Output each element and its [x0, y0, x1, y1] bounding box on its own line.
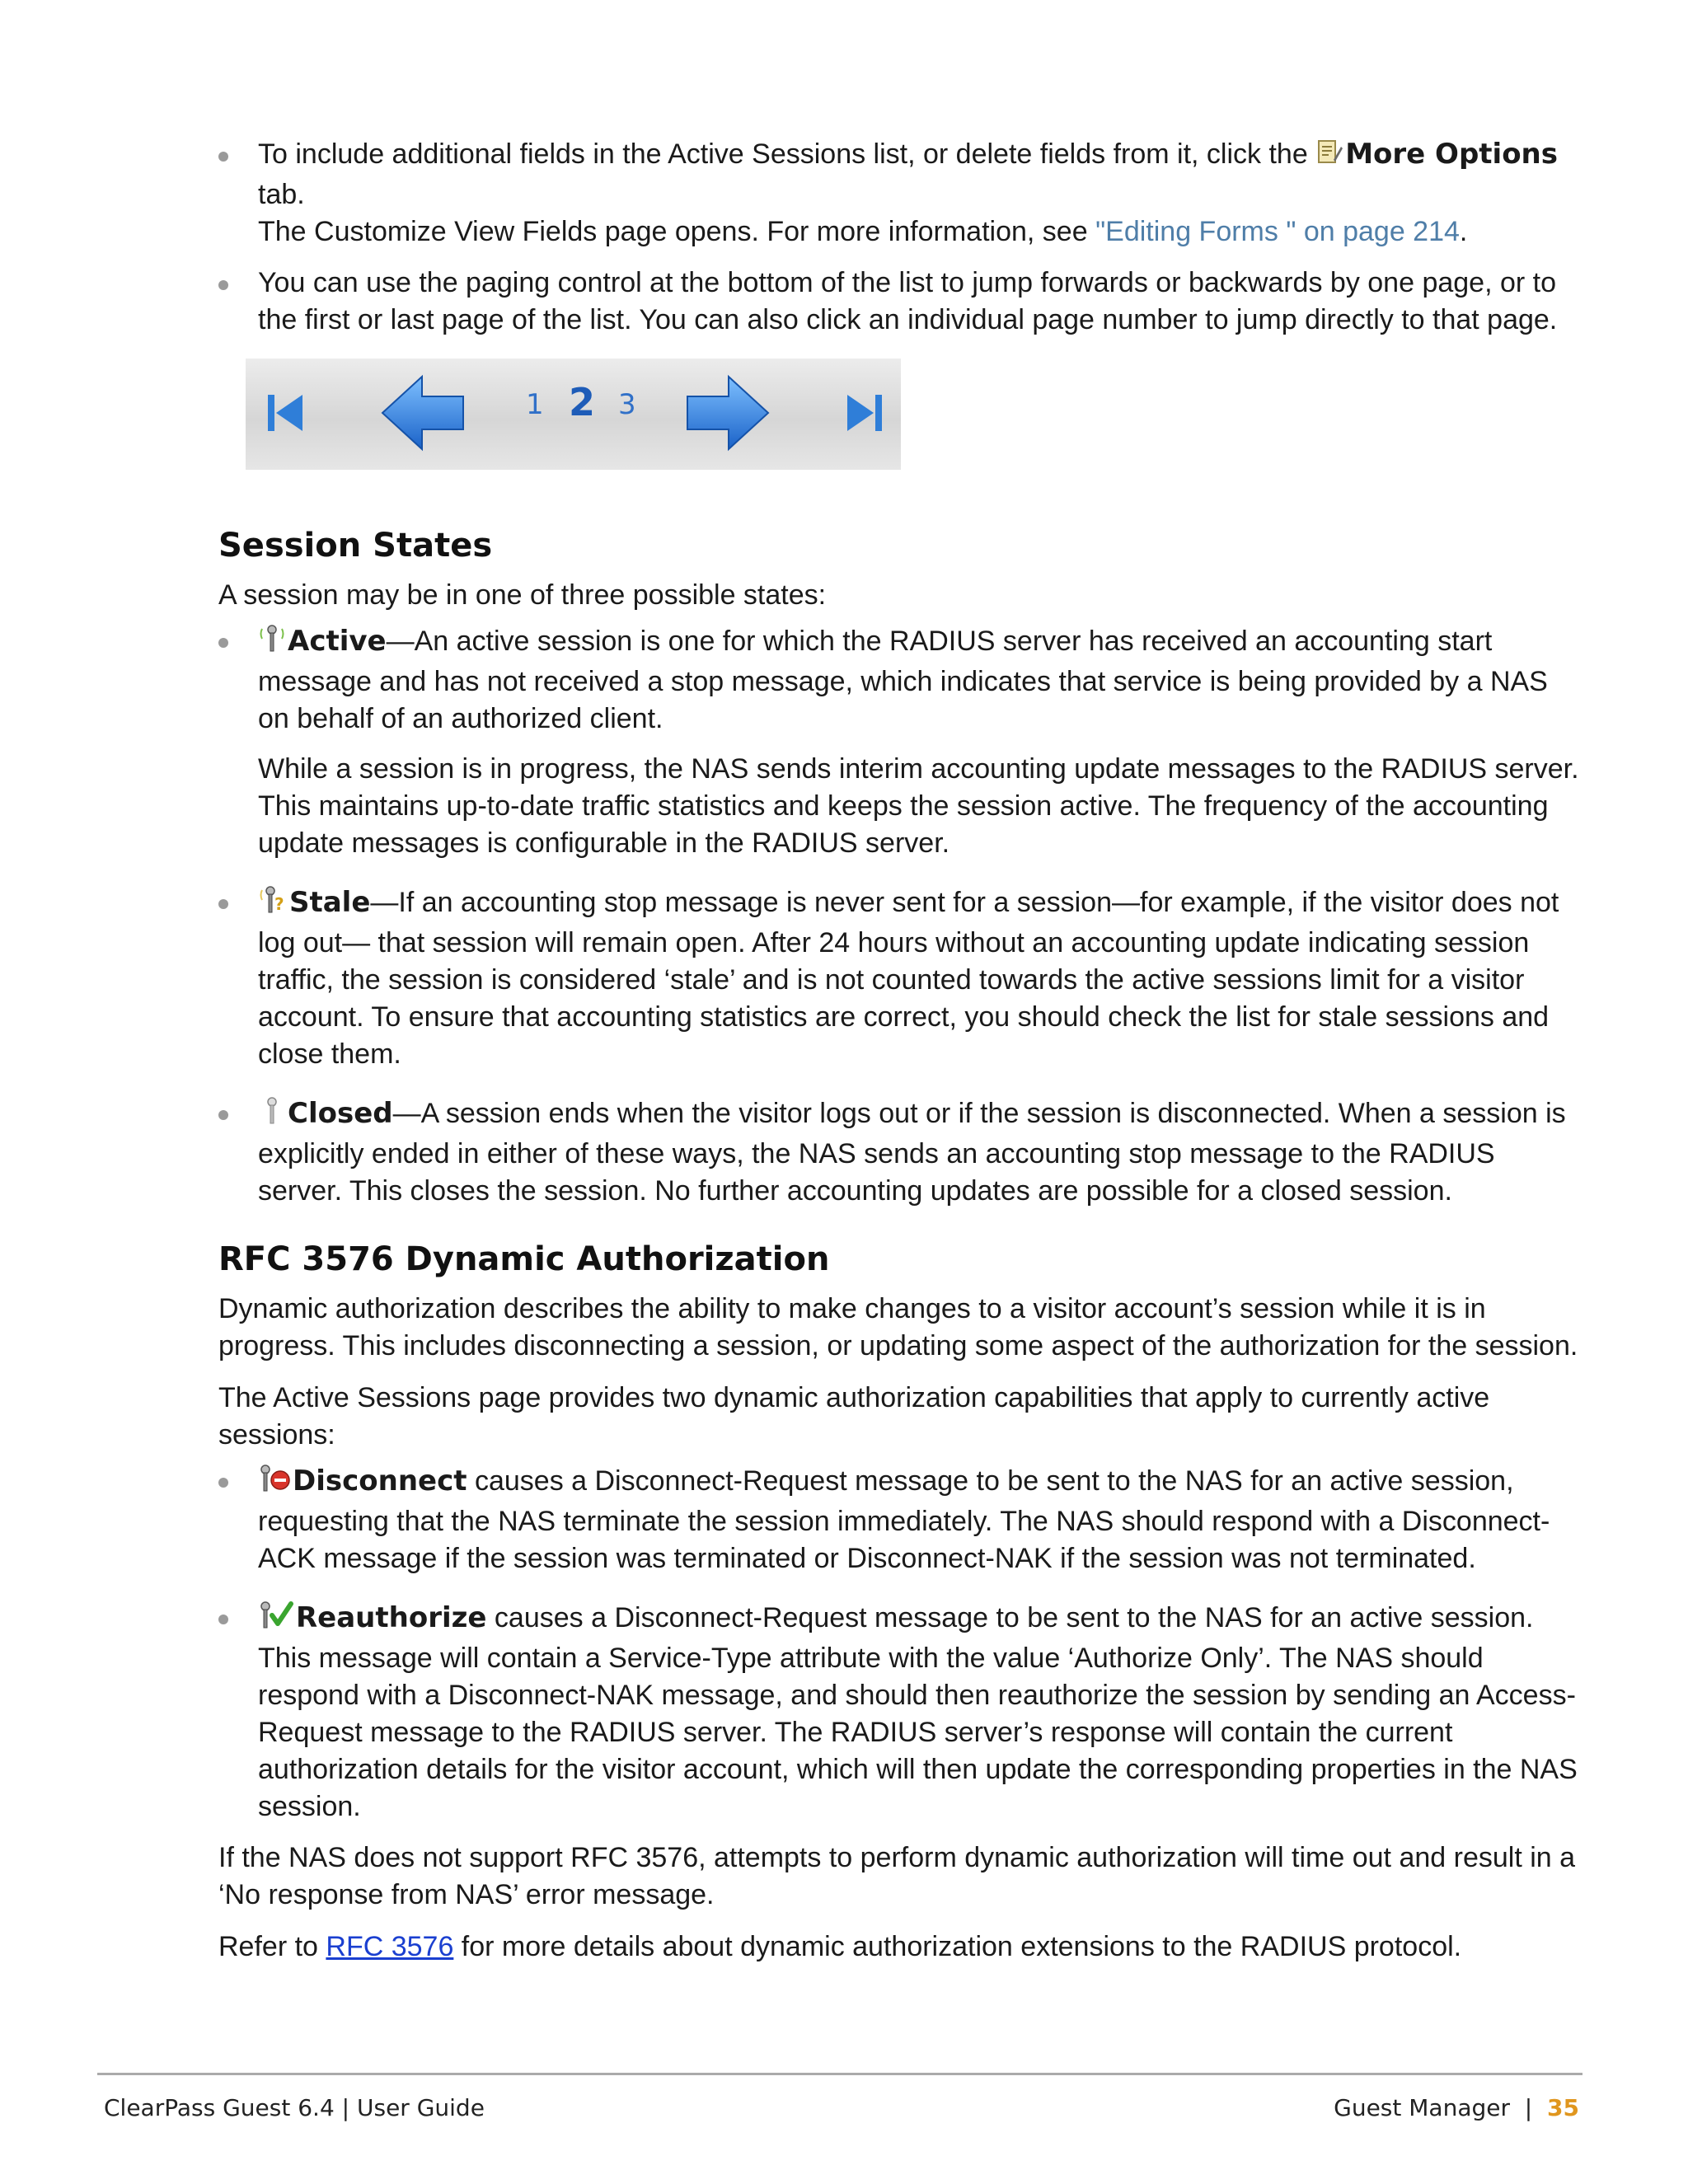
editing-forms-link[interactable]: "Editing Forms " on page 214	[1095, 216, 1460, 247]
disconnect-label: Disconnect	[293, 1465, 467, 1497]
active-session-icon	[258, 622, 286, 663]
last-page-icon[interactable]	[846, 390, 884, 440]
footer-divider	[97, 2073, 1582, 2075]
active-followup: While a session is in progress, the NAS sends interim accounting update messages to the RADIUS server. This maintains up-to-date traffic statistics and keeps the session active. The frequency of the accounting update messages is configurable in the RADIUS server.	[258, 753, 1579, 859]
next-page-icon[interactable]	[682, 372, 773, 458]
bullet-dot	[218, 899, 228, 909]
bullet-text: ? Stale—If an accounting stop message is never sent for a session—for example, if the visitor does not log out— that session will remain open. After 24 hours without an accounting update indicating session traffic, the session is considered ‘stale’ and is not counted towards the active sessions limit for a visitor account. To ensure that accounting statistics are correct, you should check the list for stale sessions and close them.	[258, 883, 1587, 1073]
previous-page-icon[interactable]	[377, 372, 468, 458]
bullet-active	[218, 622, 1587, 862]
reauthorize-label: Reauthorize	[296, 1601, 487, 1634]
closed-label: Closed	[288, 1097, 393, 1130]
paging-control	[246, 359, 901, 470]
bullet-text: Disconnect causes a Disconnect-Request message to be sent to the NAS for an active session, requesting that the NAS terminate the session immediately. The NAS should respond with a Disconnect-ACK message if the session was terminated or Disconnect-NAK if the session was not terminated.	[258, 1462, 1587, 1577]
disconnect-icon	[258, 1462, 291, 1503]
bullet-text: You can use the paging control at the bottom of the list to jump forwards or backwards by one page, or to the first or last page of the list. You can also click an individual page number to jump directly to that page.	[258, 267, 1558, 335]
bullet-dot	[218, 1110, 228, 1120]
bullet-stale	[218, 883, 1587, 1073]
bullet-more-options	[218, 136, 1587, 251]
bullet-text: To include additional fields in the Active Sessions list, or delete fields from it, click the More Options tab. The Customize View Fields page opens. For more information, see "Editing Forms " on page 214.	[258, 138, 1558, 247]
bullet-dot	[218, 280, 228, 290]
session-states-intro: A session may be in one of three possible states:	[218, 579, 827, 611]
stale-label: Stale	[289, 886, 371, 919]
bullet-text: Active—An active session is one for which the RADIUS server has received an accounting start message and has not received a stop message, which indicates that service is being provided by a NAS on behalf of an authorized client.	[258, 622, 1587, 738]
rfc-paragraph-4: Refer to RFC 3576 for more details about dynamic authorization extensions to the RADIUS protocol.	[218, 1931, 1462, 1962]
rfc-paragraph-1: Dynamic authorization describes the ability to make changes to a visitor account’s session while it is in progress. This includes disconnecting a session, or updating some aspect of the authorization for the session.	[218, 1293, 1578, 1361]
bullet-reauthorize	[218, 1599, 1587, 1825]
page-number-2-current[interactable]: 2	[569, 380, 596, 424]
stale-session-icon	[258, 883, 288, 925]
svg-text:?: ?	[274, 894, 284, 914]
page-number-1[interactable]: 1	[526, 388, 544, 421]
bullet-paging	[218, 265, 1587, 339]
section-heading-session-states: Session States	[218, 527, 493, 565]
closed-session-icon	[258, 1094, 286, 1136]
footer-right: Guest Manager | 35	[1334, 2094, 1579, 2121]
section-heading-rfc3576: RFC 3576 Dynamic Authorization	[218, 1240, 830, 1278]
bullet-dot	[218, 1478, 228, 1488]
footer-left: ClearPass Guest 6.4 | User Guide	[104, 2094, 485, 2121]
first-page-icon[interactable]	[266, 390, 304, 440]
active-label: Active	[288, 625, 387, 658]
page-content	[218, 136, 1587, 1980]
page-number-3[interactable]: 3	[618, 388, 636, 421]
rfc3576-link[interactable]: RFC 3576	[326, 1931, 454, 1962]
more-options-label: More Options	[1345, 138, 1558, 171]
rfc-paragraph-3: If the NAS does not support RFC 3576, attempts to perform dynamic authorization will time out and result in a ‘No response from NAS’ error message.	[218, 1842, 1576, 1910]
bullet-dot	[218, 152, 228, 162]
reauthorize-icon	[258, 1599, 294, 1640]
bullet-dot	[218, 1615, 228, 1624]
rfc-paragraph-2: The Active Sessions page provides two dynamic authorization capabilities that apply to currently active sessions:	[218, 1382, 1490, 1451]
bullet-disconnect	[218, 1462, 1587, 1577]
bullet-text: Reauthorize causes a Disconnect-Request message to be sent to the NAS for an active session. This message will contain a Service-Type attribute with the value ‘Authorize Only’. The NAS should respond with a Disconnect-NAK message, and should then reauthorize the session by sending an Access-Request message to the RADIUS server. The RADIUS server’s response will contain the current authorization details for the visitor account, which will then update the corresponding properties in the NAS session.	[258, 1599, 1587, 1825]
page-number: 35	[1547, 2094, 1579, 2121]
bullet-closed	[218, 1094, 1587, 1210]
bullet-text: Closed—A session ends when the visitor logs out or if the session is disconnected. When a session is explicitly ended in either of these ways, the NAS sends an accounting stop message to the RADIUS server. This closes the session. No further accounting updates are possible for a closed session.	[258, 1094, 1587, 1210]
more-options-icon	[1315, 138, 1343, 176]
bullet-dot	[218, 638, 228, 648]
